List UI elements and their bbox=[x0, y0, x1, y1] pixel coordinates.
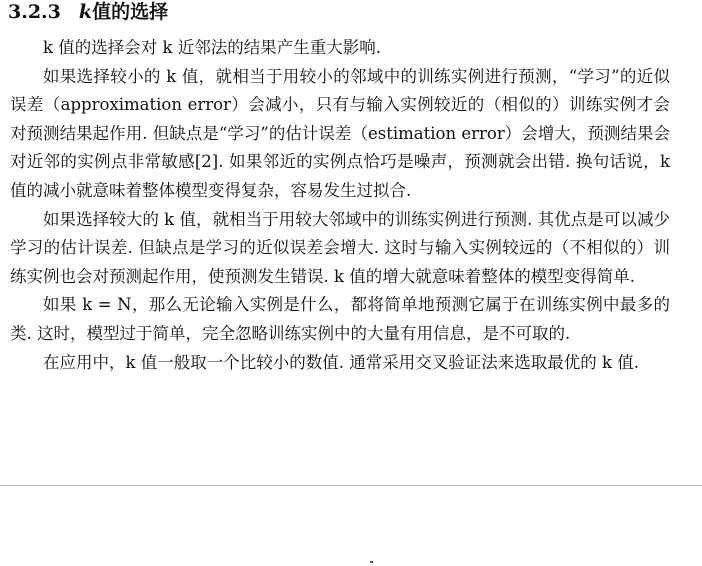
scan-speck bbox=[370, 561, 373, 563]
section-variable: k bbox=[78, 1, 93, 23]
paragraph: k 值的选择会对 k 近邻法的结果产生重大影响. bbox=[43, 38, 381, 57]
paragraph: 如果选择较大的 k 值，就相当于用较大邻域中的训练实例进行预测. 其优点是可以减少学习的估计误差. 但缺点是学习的近似误差会增大. 这时与输入实例较远的（不相似的）训练实例也会对预测起作用，使预测发生错误. k 值的增大就意味着整体的模型变得简单. bbox=[10, 209, 670, 286]
section-body bbox=[10, 34, 670, 377]
paragraph: 如果 k = N，那么无论输入实例是什么，都将简单地预测它属于在训练实例中最多的类. 这时，模型过于简单，完全忽略训练实例中的大量有用信息，是不可取的. bbox=[10, 295, 670, 343]
section-title: 值的选择 bbox=[92, 1, 169, 23]
paragraph: 在应用中，k 值一般取一个比较小的数值. 通常采用交叉验证法来选取最优的 k 值. bbox=[43, 352, 639, 372]
section-number: 3.2.3 bbox=[8, 1, 61, 23]
section-heading bbox=[8, 0, 168, 24]
paragraph: 如果选择较小的 k 值，就相当于用较小的邻域中的训练实例进行预测，“学习”的近似误差（approximation error）会减小，只有与输入实例较近的（相似的）训练实例才会对预测结果起作用. 但缺点是“学习”的估计误差（estimation error）会增大，预测结果会对近邻的实例点非常敏感[2]. 如果邻近的实例点恰巧是噪声，预测就会出错. 换句话说，k 值的减小就意味着整体模型变得复杂，容易发生过拟合. bbox=[10, 66, 670, 200]
page-divider bbox=[0, 485, 702, 486]
